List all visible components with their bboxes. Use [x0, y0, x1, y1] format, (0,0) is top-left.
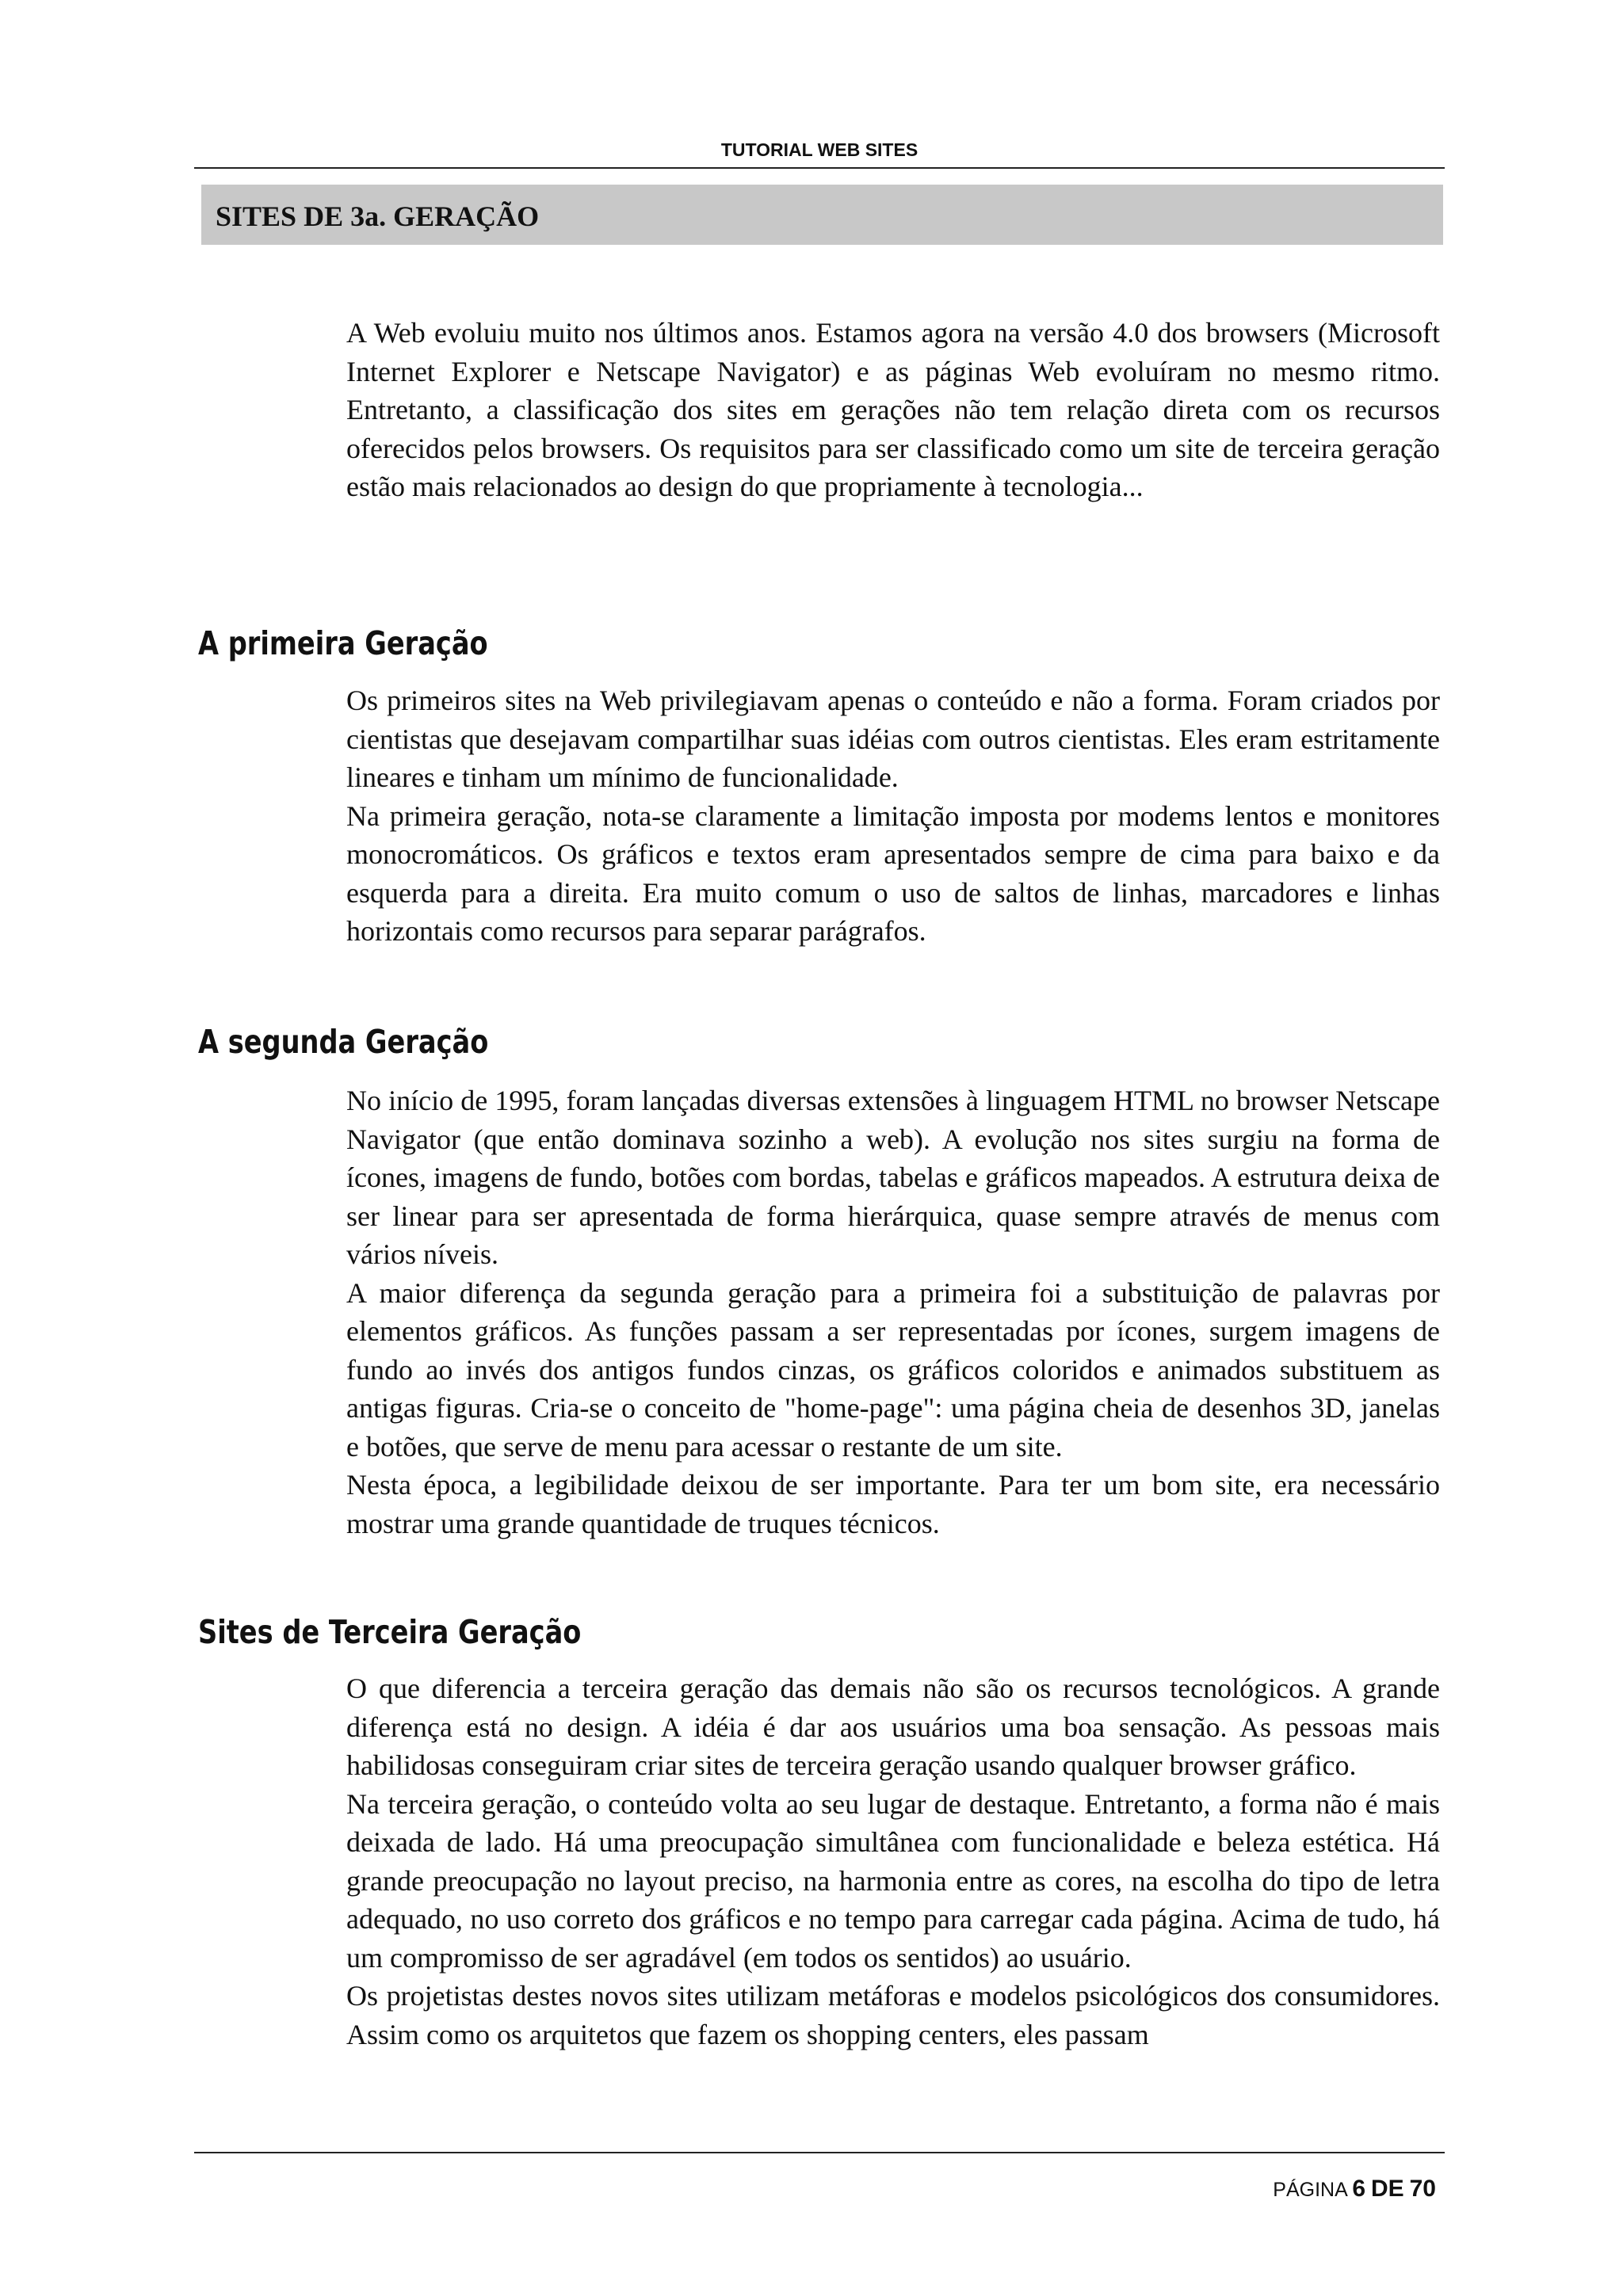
heading-third-generation: Sites de Terceira Geração [198, 1613, 582, 1651]
page-label: PÁGINA [1273, 2179, 1347, 2201]
first-generation-text [346, 681, 1440, 951]
heading-second-generation: A segunda Geração [198, 1023, 489, 1061]
paragraph: Na primeira geração, nota-se claramente a limitação imposta por modems lentos e monitores monocromáticos. Os gráficos e textos eram apresentados sempre de cima para baixo e da esquerda para a direita. Era muito comum o uso de saltos de linhas, marcadores e linhas horizontais como recursos para separar parágrafos. [346, 799, 1440, 947]
page-total: 70 [1409, 2176, 1436, 2202]
footer-rule [194, 2152, 1445, 2153]
paragraph: Os primeiros sites na Web privilegiavam apenas o conteúdo e não a forma. Foram criados por cientistas que desejavam compartilhar suas idéias com outros cientistas. Eles eram estritamente lineares e tinham um mínimo de funcionalidade. [346, 685, 1440, 793]
third-generation-text [346, 1669, 1440, 2054]
second-generation-text [346, 1081, 1440, 1543]
page-separator: DE [1370, 2176, 1404, 2202]
paragraph: Os projetistas destes novos sites utilizam metáforas e modelos psicológicos dos consumidores. Assim como os arquitetos que fazem os shopping centers, eles passam [346, 1980, 1440, 2050]
paragraph: A Web evoluiu muito nos últimos anos. Estamos agora na versão 4.0 dos browsers (Microsoft Internet Explorer e Netscape Navigator) e as páginas Web evoluíram no mesmo ritmo. Entretanto, a classificação dos sites em gerações não tem relação direta com os recursos oferecidos pelos browsers. Os requisitos para ser classificado como um site de terceira geração estão mais relacionados ao design do que propriamente à tecnologia... [346, 317, 1440, 502]
section-title: SITES DE 3a. GERAÇÃO [216, 200, 540, 232]
paragraph: A maior diferença da segunda geração para a primeira foi a substituição de palavras por elementos gráficos. As funções passam a ser representadas por ícones, surgem imagens de fundo ao invés dos antigos fundos cinzas, os gráficos coloridos e animados substituem as antigas figuras. Cria-se o conceito de "home-page": uma página cheia de desenhos 3D, janelas e botões, que serve de menu para acessar o restante de um site. [346, 1276, 1440, 1463]
page-current: 6 [1352, 2176, 1366, 2202]
paragraph: No início de 1995, foram lançadas diversas extensões à linguagem HTML no browser Netscape Navigator (que então dominava sozinho a web). A evolução nos sites surgiu na forma de ícones, imagens de fundo, botões com bordas, tabelas e gráficos mapeados. A estrutura deixa de ser linear para ser apresentada de forma hierárquica, quase sempre através de menus com vários níveis. [346, 1085, 1440, 1270]
heading-first-generation: A primeira Geração [198, 624, 488, 662]
running-header: TUTORIAL WEB SITES [720, 139, 918, 160]
paragraph: Nesta época, a legibilidade deixou de ser importante. Para ter um bom site, era necessário mostrar uma grande quantidade de truques técnicos. [346, 1469, 1440, 1539]
intro-text [346, 314, 1440, 506]
header-rule [194, 167, 1445, 169]
section-banner [201, 185, 1443, 245]
page-number [1273, 2176, 1436, 2203]
paragraph: Na terceira geração, o conteúdo volta ao seu lugar de destaque. Entretanto, a forma não é mais deixada de lado. Há uma preocupação simultânea com funcionalidade e beleza estética. Há grande preocupação no layout preciso, na harmonia entre as cores, na escolha do tipo de letra adequado, no uso correto dos gráficos e no tempo para carregar cada página. Acima de tudo, há um compromisso de ser agradável (em todos os sentidos) ao usuário. [346, 1787, 1440, 1974]
paragraph: O que diferencia a terceira geração das demais não são os recursos tecnológicos. A grande diferença está no design. A idéia é dar aos usuários uma boa sensação. As pessoas mais habilidosas conseguiram criar sites de terceira geração usando qualquer browser gráfico. [346, 1672, 1440, 1781]
